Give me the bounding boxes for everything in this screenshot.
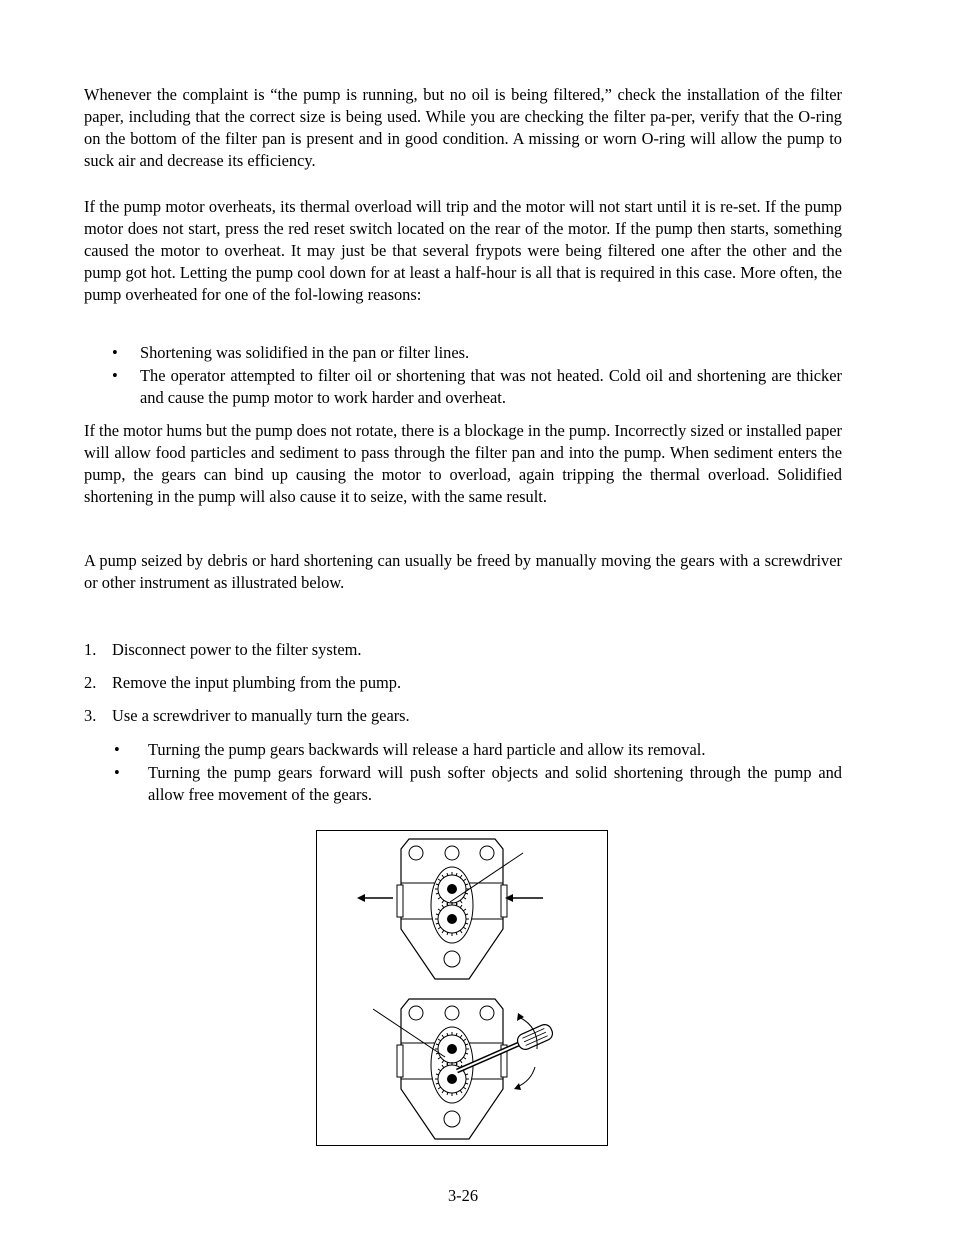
bullet-symbol: • <box>114 763 120 782</box>
list-item <box>84 342 842 364</box>
gear-turning-list <box>84 739 842 807</box>
step-item <box>84 705 842 727</box>
list-item-text: Turning the pump gears forward will push softer objects and solid shortening through the pump and allow free movement of the gears. <box>148 763 842 804</box>
overheat-reasons-list <box>84 342 842 410</box>
pump-gear-illustration <box>316 830 608 1146</box>
pump-bottom-view <box>373 999 555 1139</box>
paragraph-pump-blockage: If the motor hums but the pump does not rotate, there is a blockage in the pump. Incorrectly sized or installed paper will allow food particles and sediment to pass through the filter pan and into the pump. When sediment enters the pump, the gears can bind up causing the motor to overload, again tripping the thermal overload. Solidified shortening in the pump will also cause it to seize, with the same result. <box>84 421 842 506</box>
flow-arrow-left-icon <box>357 894 393 902</box>
step-number: 1. <box>84 640 97 659</box>
list-item <box>84 739 842 761</box>
list-item-text: Turning the pump gears backwards will release a hard particle and allow its removal. <box>148 740 706 759</box>
pump-top-view <box>357 839 543 979</box>
step-item <box>84 639 842 661</box>
pump-diagram-svg <box>317 831 609 1147</box>
step-text: Use a screwdriver to manually turn the gears. <box>112 706 410 725</box>
list-item-text: The operator attempted to filter oil or shortening that was not heated. Cold oil and shortening are thicker and cause the pump motor to work harder and overheat. <box>140 366 842 407</box>
procedure-steps <box>84 639 842 738</box>
rotation-arrow-icon <box>514 1013 537 1090</box>
bullet-symbol: • <box>114 740 120 759</box>
step-number: 3. <box>84 706 97 725</box>
flow-arrow-right-icon <box>505 894 543 902</box>
paragraph-seized-pump: A pump seized by debris or hard shortening can usually be freed by manually moving the gears with a screwdriver or other instrument as illustrated below. <box>84 551 842 592</box>
page-number: 3-26 <box>447 1186 479 1205</box>
paragraph-motor-overheat: If the pump motor overheats, its thermal overload will trip and the motor will not start until it is re-set. If the pump motor does not start, press the red reset switch located on the rear of the motor. If the pump then starts, something caused the motor to overheat. It may just be that several frypots were being filtered one after the other and the pump got hot. Letting the pump cool down for at least a half-hour is all that is required in this case. More often, the pump overheated for one of the fol-lowing reasons: <box>84 197 842 304</box>
list-item-text: Shortening was solidified in the pan or filter lines. <box>140 343 470 362</box>
list-item <box>84 365 842 409</box>
bullet-symbol: • <box>112 366 118 385</box>
step-text: Remove the input plumbing from the pump. <box>112 673 402 692</box>
step-text: Disconnect power to the filter system. <box>112 640 362 659</box>
step-item <box>84 672 842 694</box>
step-number: 2. <box>84 673 97 692</box>
bullet-symbol: • <box>112 343 118 362</box>
paragraph-filter-paper: Whenever the complaint is “the pump is running, but no oil is being filtered,” check the installation of the filter paper, including that the correct size is being used. While you are checking the filter pa-per, verify that the O-ring on the bottom of the filter pan is present and in good condition. A missing or worn O-ring will allow the pump to suck air and decrease its efficiency. <box>84 85 842 170</box>
list-item <box>84 762 842 806</box>
